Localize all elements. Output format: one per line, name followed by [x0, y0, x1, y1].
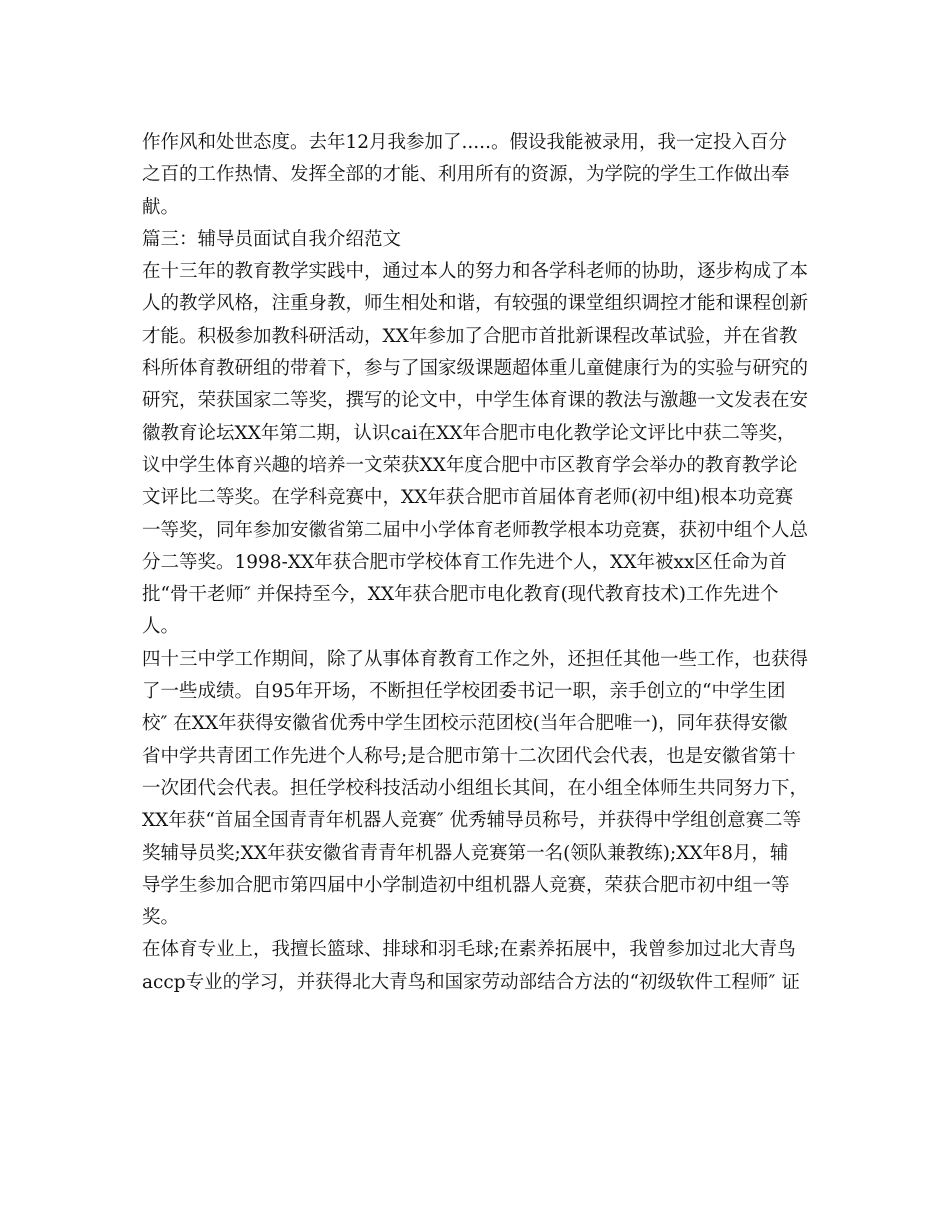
text-line: 奖。 — [142, 907, 180, 929]
document-body — [142, 127, 810, 999]
text-line: XX年获“首届全国青青年机器人竞赛″ 优秀辅导员称号，并获得中学组创意赛二等 — [142, 810, 802, 832]
text-line: 省中学共青团工作先进个人称号;是合肥市第十二次团代会代表，也是安徽省第十 — [142, 745, 796, 767]
text-line: 一等奖，同年参加安徽省第二届中小学体育老师教学根本功竞赛，获初中组个人总 — [142, 519, 809, 541]
section-heading: 篇三：辅导员面试自我介绍范文 — [142, 228, 402, 250]
text-line: 研究，荣获国家二等奖，撰写的论文中，中学生体育课的教法与激趣一文发表在安 — [142, 390, 809, 412]
text-line: 批“骨干老师″ 并保持至今，XX年获合肥市电化教育(现代教育技术)工作先进个 — [142, 584, 779, 606]
text-line: 在十三年的教育教学实践中，通过本人的努力和各学科老师的协助，逐步构成了本 — [142, 261, 809, 283]
text-line: 四十三中学工作期间，除了从事体育教育工作之外，还担任其他一些工作，也获得 — [142, 648, 809, 670]
text-line: 献。 — [142, 196, 180, 218]
text-line: 校″ 在XX年获得安徽省优秀中学生团校示范团校(当年合肥唯一)，同年获得安徽 — [142, 713, 788, 735]
text-line: 在体育专业上，我擅长篮球、排球和羽毛球;在素养拓展中，我曾参加过北大青鸟 — [142, 939, 796, 961]
text-line: 作作风和处世态度。去年12月我参加了.....。假设我能被录用，我一定投入百分 — [142, 132, 787, 153]
text-line: 科所体育教研组的带着下，参与了国家级课题超体重儿童健康行为的实验与研究的 — [142, 358, 809, 380]
text-line: 分二等奖。1998-XX年获合肥市学校体育工作先进个人，XX年被xx区任命为首 — [142, 551, 787, 573]
text-line: 徽教育论坛XX年第二期，认识cai在XX年合肥市电化教学论文评比中获二等奖， — [142, 422, 796, 444]
text-line: 人。 — [142, 616, 180, 638]
text-line: 导学生参加合肥市第四届中小学制造初中组机器人竞赛，荣获合肥市初中组一等 — [142, 874, 790, 896]
text-line: 之百的工作热情、发挥全部的才能、利用所有的资源，为学院的学生工作做出奉 — [142, 164, 790, 186]
text-line: 才能。积极参加教科研活动，XX年参加了合肥市首批新课程改革试验，并在省教 — [142, 325, 798, 347]
text-line: 一次团代会代表。担任学校科技活动小组组长其间，在小组全体师生共同努力下， — [142, 777, 809, 799]
text-line: 人的教学风格，注重身教，师生相处和谐，有较强的课堂组织调控才能和课程创新 — [142, 293, 809, 315]
text-line: 议中学生体育兴趣的培养一文荣获XX年度合肥中市区教育学会举办的教育教学论 — [142, 454, 798, 476]
text-line: accp专业的学习，并获得北大青鸟和国家劳动部结合方法的“初级软件工程师″ 证 — [142, 971, 800, 993]
text-line: 奖辅导员奖;XX年获安徽省青青年机器人竞赛第一名(领队兼教练);XX年8月，辅 — [142, 842, 789, 864]
text-line: 了一些成绩。自95年开场，不断担任学校团委书记一职，亲手创立的“中学生团 — [142, 681, 786, 703]
text-line: 文评比二等奖。在学科竞赛中，XX年获合肥市首届体育老师(初中组)根本功竞赛 — [142, 487, 794, 509]
